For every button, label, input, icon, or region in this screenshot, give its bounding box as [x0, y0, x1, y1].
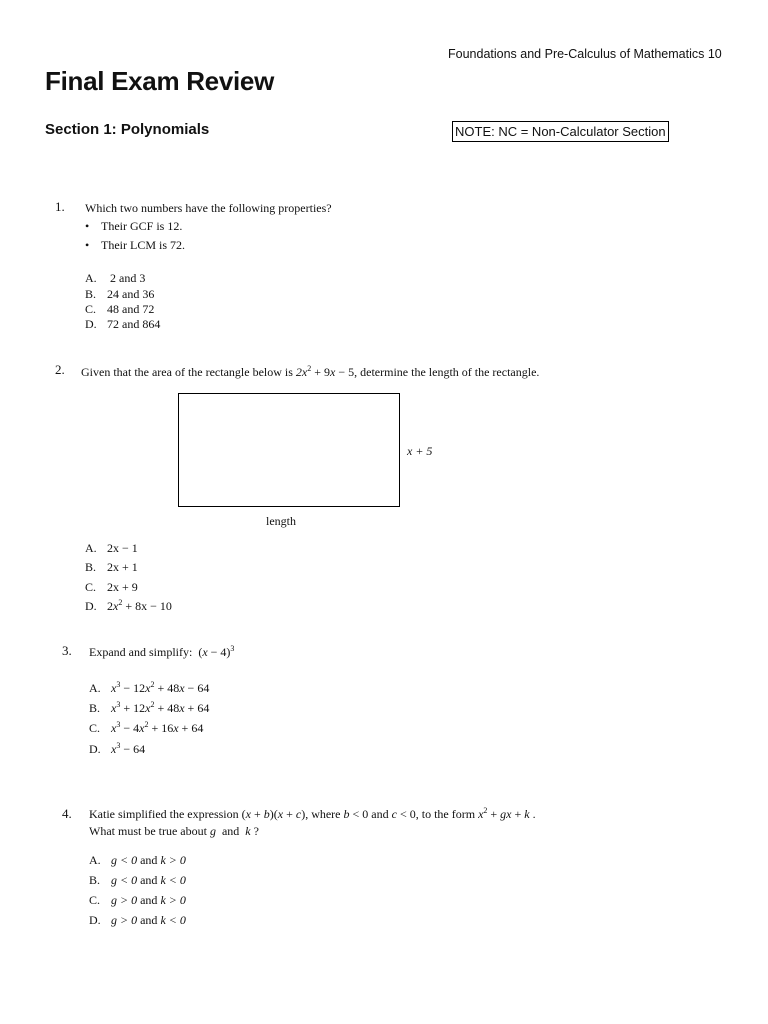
q3-option-c[interactable]: C. $x^3 - 4x^2 + 16x + 64$	[89, 720, 204, 735]
q2-option-b[interactable]: B. 2x + 1	[85, 560, 138, 574]
q3-number: 3.	[62, 643, 72, 658]
q3-option-b[interactable]: B. $x^3 + 12x^2 + 48x + 64$	[89, 700, 210, 715]
q2-number: 2.	[55, 362, 65, 377]
q1-option-d[interactable]: D. 72 and 864	[85, 317, 161, 331]
q2-option-c[interactable]: C. 2x + 9	[85, 580, 138, 594]
q1-number: 1.	[55, 199, 65, 214]
q1-option-b[interactable]: B. 24 and 36	[85, 287, 155, 301]
q3-option-a[interactable]: A. $x^3 - 12x^2 + 48x - 64$	[89, 680, 210, 695]
q3-option-d[interactable]: D. $x^3 - 64$	[89, 741, 146, 756]
q2-option-a[interactable]: A. 2x − 1	[85, 541, 138, 555]
q4-number: 4.	[62, 806, 72, 821]
rectangle-length-label: length	[266, 514, 296, 528]
q1-bullet-1: • Their GCF is 12.	[85, 219, 183, 233]
q2-option-d[interactable]: D. $2x^2 + 8x - 10$	[85, 598, 172, 613]
section-heading: Section 1: Polynomials	[45, 121, 210, 138]
q4-option-c[interactable]: C. g > 0 and k > 0	[89, 893, 186, 907]
q1-option-c[interactable]: C. 48 and 72	[85, 302, 155, 316]
q1-option-a[interactable]: A. 2 and 3	[85, 271, 146, 285]
q4-text-line2: What must be true about g and k ?	[89, 824, 259, 838]
q1-text: Which two numbers have the following properties?	[85, 201, 332, 215]
rectangle-diagram	[178, 393, 400, 507]
course-header: Foundations and Pre-Calculus of Mathematics 10	[448, 47, 722, 61]
q4-option-d[interactable]: D. g > 0 and k < 0	[89, 913, 186, 927]
rectangle-side-label: x + 5	[407, 444, 433, 458]
q1-bullet-2: • Their LCM is 72.	[85, 238, 185, 252]
q4-option-a[interactable]: A. g < 0 and k > 0	[89, 853, 186, 867]
page-title: Final Exam Review	[45, 66, 275, 96]
q4-option-b[interactable]: B. g < 0 and k < 0	[89, 873, 186, 887]
q2-text: Given that the area of the rectangle below is $2x^2 + 9x - 5$, determine the length of the rectangle.	[81, 364, 540, 379]
note-box: NOTE: NC = Non-Calculator Section	[452, 121, 669, 142]
q3-text: Expand and simplify: $(x - 4)^3$	[89, 644, 235, 659]
q4-text-line1: Katie simplified the expression (x + b)(x + c), where b < 0 and c < 0, to the form $x^2$ + gx + k .	[89, 806, 536, 821]
